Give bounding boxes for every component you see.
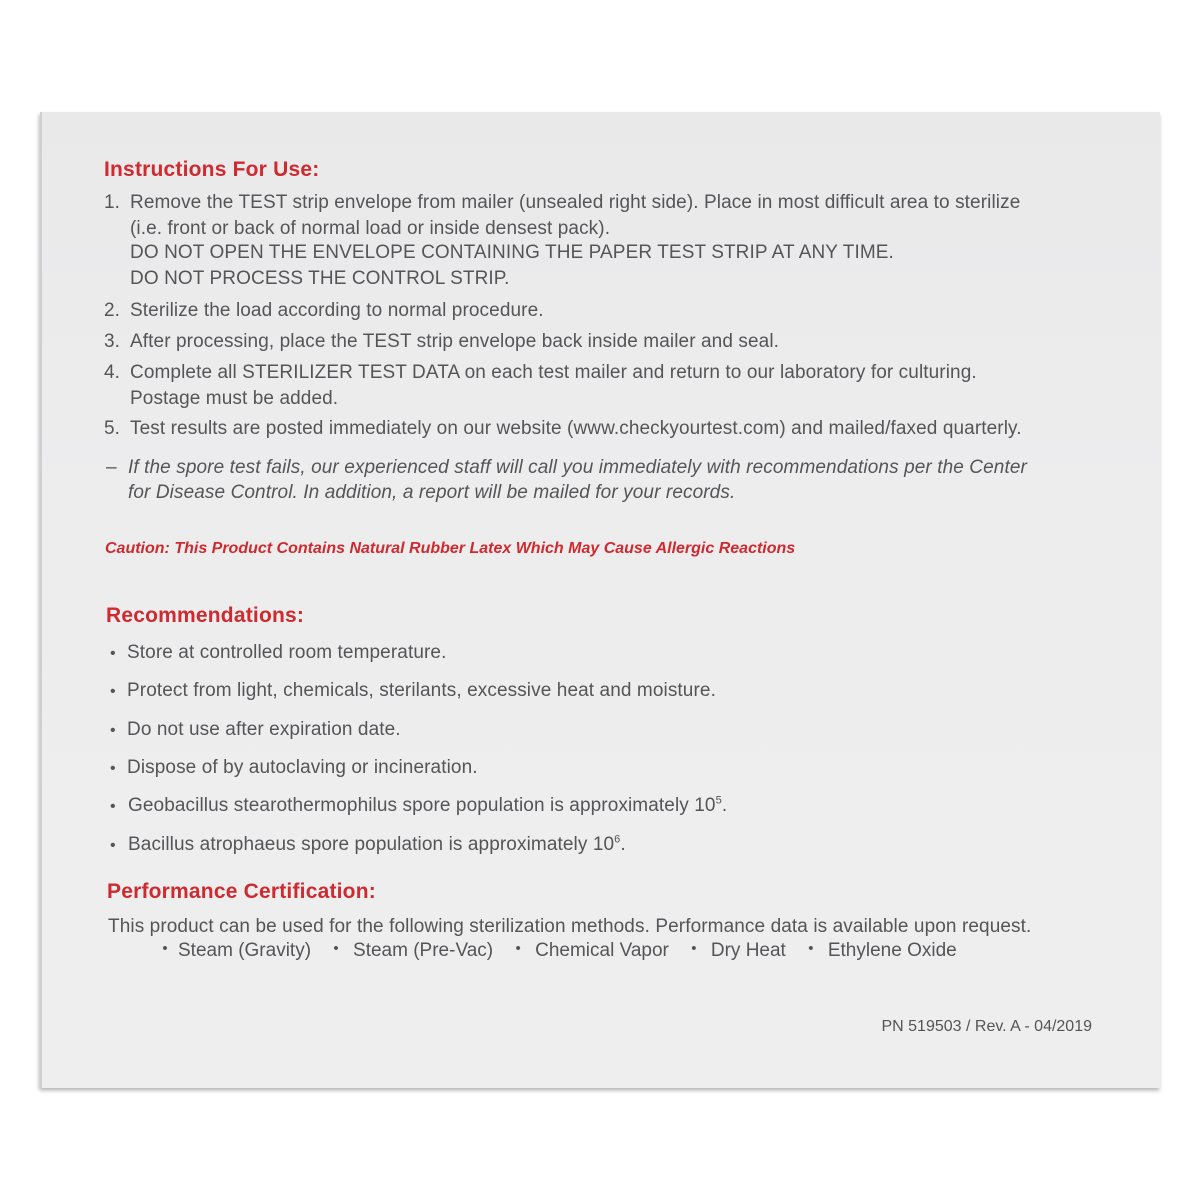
rec-item-4: Dispose of by autoclaving or incineration. <box>127 757 478 778</box>
latex-caution: Caution: This Product Contains Natural Rubber Latex Which May Cause Allergic Reactions <box>105 540 796 557</box>
recommendations-title: Recommendations: <box>106 604 305 627</box>
step-3-number: 3. <box>104 331 120 352</box>
rec-bullet: • <box>110 798 116 815</box>
step-2-number: 2. <box>104 300 120 321</box>
rec-item-6-tail: . <box>620 834 626 855</box>
method-bullet: • <box>333 940 339 957</box>
method-chemical-vapor: Chemical Vapor <box>535 940 669 961</box>
method-steam-gravity: Steam (Gravity) <box>178 940 312 961</box>
step-4-line-1: Complete all STERILIZER TEST DATA on each test mailer and return to our laboratory for culturing. <box>130 362 977 383</box>
method-ethylene-oxide: Ethylene Oxide <box>827 940 957 961</box>
rec-item-6-text: Bacillus atrophaeus spore population is approximately 10 <box>128 834 615 855</box>
rec-item-5 <box>128 795 727 817</box>
step-4-number: 4. <box>104 362 120 383</box>
exponent: 6 <box>614 833 621 846</box>
step-5-line-1: Test results are posted immediately on our website (www.checkyourtest.com) and mailed/faxed quarterly. <box>130 418 1022 439</box>
rec-item-3: Do not use after expiration date. <box>127 719 401 740</box>
note-line-2: for Disease Control. In addition, a report will be mailed for your records. <box>128 482 736 503</box>
rec-bullet: • <box>110 722 116 739</box>
note-dash: – <box>106 457 117 478</box>
part-number: PN 519503 / Rev. A - 04/2019 <box>881 1018 1092 1035</box>
rec-item-1: Store at controlled room temperature. <box>127 642 447 663</box>
method-dry-heat: Dry Heat <box>710 940 786 961</box>
rec-item-5-tail: . <box>721 795 728 816</box>
step-2-line-1: Sterilize the load according to normal procedure. <box>130 300 544 321</box>
rec-bullet: • <box>110 837 116 854</box>
note-line-1: If the spore test fails, our experienced staff will call you immediately with recommendations per the Center <box>128 457 1027 478</box>
product-box-panel <box>40 112 1160 1088</box>
step-1-line-4: DO NOT PROCESS THE CONTROL STRIP. <box>130 268 510 289</box>
rec-bullet: • <box>110 645 116 662</box>
method-steam-prevac: Steam (Pre-Vac) <box>353 940 494 961</box>
sterilization-methods <box>152 940 957 962</box>
step-4-line-2: Postage must be added. <box>130 388 339 409</box>
rec-bullet: • <box>110 760 116 777</box>
method-bullet: • <box>162 940 168 957</box>
method-bullet: • <box>515 940 521 957</box>
step-1-line-2: (i.e. front or back of normal load or inside densest pack). <box>130 218 611 239</box>
step-1-number: 1. <box>104 192 120 213</box>
performance-title: Performance Certification: <box>107 880 376 903</box>
step-1-line-3: DO NOT OPEN THE ENVELOPE CONTAINING THE PAPER TEST STRIP AT ANY TIME. <box>130 242 894 263</box>
rec-item-2: Protect from light, chemicals, sterilants, excessive heat and moisture. <box>127 680 716 701</box>
rec-bullet: • <box>110 683 116 700</box>
rec-item-6 <box>128 834 626 856</box>
performance-intro: This product can be used for the following sterilization methods. Performance data is available upon request. <box>108 916 1032 937</box>
instructions-title: Instructions For Use: <box>104 158 320 181</box>
step-5-number: 5. <box>104 418 120 439</box>
exponent: 5 <box>715 794 722 807</box>
step-3-line-1: After processing, place the TEST strip envelope back inside mailer and seal. <box>130 331 780 352</box>
method-bullet: • <box>808 940 814 957</box>
method-bullet: • <box>691 940 697 957</box>
rec-item-5-text: Geobacillus stearothermophilus spore population is approximately 10 <box>128 795 716 816</box>
step-1-line-1: Remove the TEST strip envelope from mailer (unsealed right side). Place in most difficult area to sterilize <box>130 192 1021 213</box>
